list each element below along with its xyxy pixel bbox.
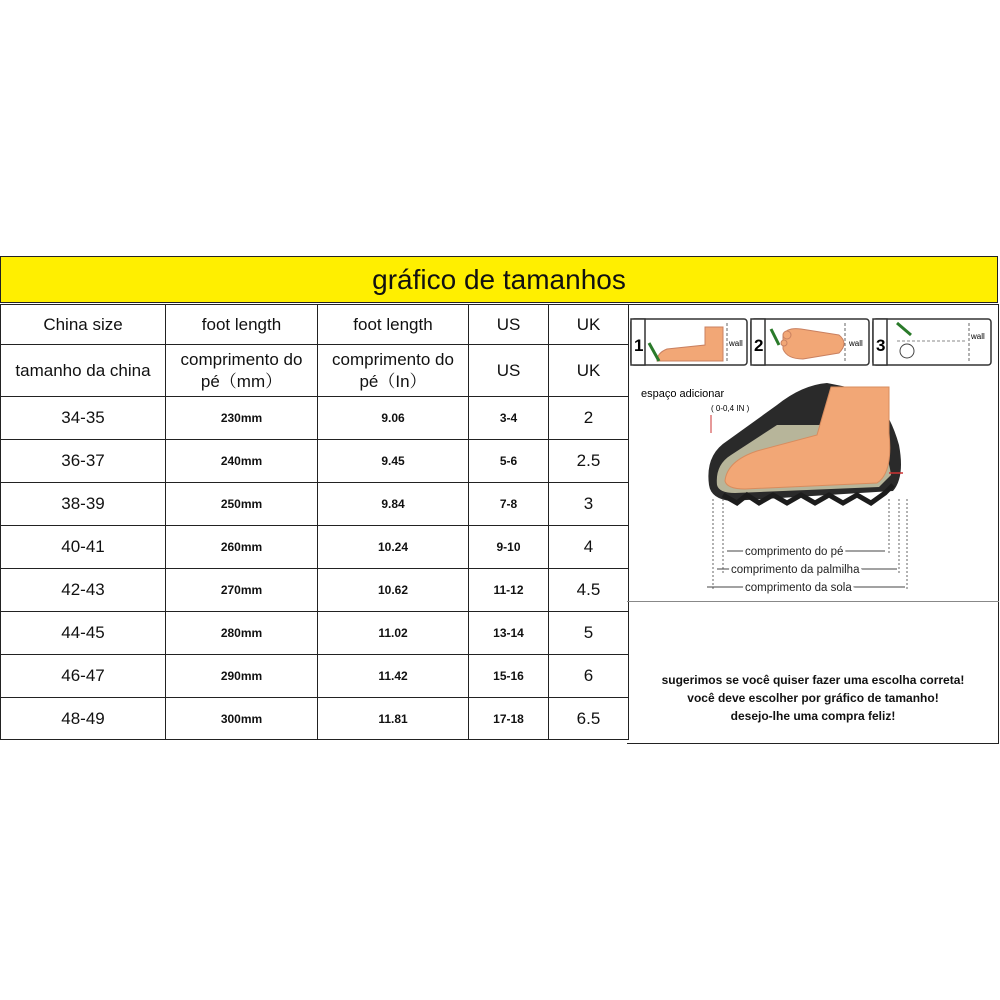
china-size-cell: 38-39 <box>1 483 166 526</box>
uk-size-cell: 3 <box>549 483 629 526</box>
header-line: US <box>496 360 521 380</box>
table-row <box>1 698 629 740</box>
uk-size-cell: 6 <box>549 655 629 698</box>
insole-length-label: comprimento da palmilha <box>731 564 860 576</box>
size-table <box>0 304 629 740</box>
chart-title: gráfico de tamanhos <box>0 256 998 303</box>
china-size-cell: 46-47 <box>1 655 166 698</box>
china-size-cell: 44-45 <box>1 612 166 655</box>
foot-length-in-cell: 10.24 <box>318 526 469 569</box>
diagram-divider <box>627 601 999 602</box>
foot-length-in-cell: 9.06 <box>318 397 469 440</box>
foot-length-in-cell: 9.45 <box>318 440 469 483</box>
us-size-cell: 15-16 <box>469 655 549 698</box>
us-size-cell: 13-14 <box>469 612 549 655</box>
header-cell <box>318 345 469 397</box>
foot-measurement-diagram <box>627 305 999 605</box>
header-line: comprimento do <box>332 349 454 369</box>
us-size-cell: 17-18 <box>469 698 549 740</box>
advice-line: você deve escolher por gráfico de tamanho! <box>687 691 939 705</box>
foot-length-in-cell: 11.81 <box>318 698 469 740</box>
table-row <box>1 440 629 483</box>
measurement-lines <box>707 499 907 594</box>
foot-length-in-cell: 9.84 <box>318 483 469 526</box>
shoe-illustration <box>708 383 903 503</box>
header-line: pé（mm） <box>200 371 283 391</box>
us-size-cell: 11-12 <box>469 569 549 612</box>
china-size-cell: 42-43 <box>1 569 166 612</box>
china-size-cell: 34-35 <box>1 397 166 440</box>
foot-length-mm-cell: 290mm <box>166 655 318 698</box>
step-2-panel <box>751 319 869 365</box>
header-line: comprimento do <box>180 349 303 369</box>
sole-length-label: comprimento da sola <box>745 582 852 594</box>
table-row <box>1 655 629 698</box>
header-cell: US <box>469 305 549 345</box>
foot-length-in-cell: 11.02 <box>318 612 469 655</box>
foot-length-mm-cell: 240mm <box>166 440 318 483</box>
step-2-number: 2 <box>754 336 764 355</box>
foot-length-mm-cell: 230mm <box>166 397 318 440</box>
extra-space-label: espaço adicionar <box>641 388 725 400</box>
table-row <box>1 569 629 612</box>
size-chart <box>0 256 1000 744</box>
foot-length-mm-cell: 250mm <box>166 483 318 526</box>
us-size-cell: 7-8 <box>469 483 549 526</box>
uk-size-cell: 4 <box>549 526 629 569</box>
header-cell <box>469 345 549 397</box>
foot-length-in-cell: 10.62 <box>318 569 469 612</box>
wall-label: wall <box>849 339 863 348</box>
table-row <box>1 526 629 569</box>
foot-length-mm-cell: 280mm <box>166 612 318 655</box>
fitting-guide-panel <box>627 304 999 744</box>
china-size-cell: 48-49 <box>1 698 166 740</box>
header-row-english <box>1 305 629 345</box>
uk-size-cell: 6.5 <box>549 698 629 740</box>
foot-length-mm-cell: 270mm <box>166 569 318 612</box>
uk-size-cell: 2.5 <box>549 440 629 483</box>
header-row-portuguese <box>1 345 629 397</box>
step-3-panel <box>873 319 991 365</box>
header-line: UK <box>576 360 601 380</box>
step-3-number: 3 <box>876 336 886 355</box>
step-1-number: 1 <box>634 336 644 355</box>
us-size-cell: 3-4 <box>469 397 549 440</box>
foot-length-mm-cell: 260mm <box>166 526 318 569</box>
uk-size-cell: 4.5 <box>549 569 629 612</box>
header-cell <box>549 345 629 397</box>
header-cell: UK <box>549 305 629 345</box>
advice-line: desejo-lhe uma compra feliz! <box>730 709 896 723</box>
table-row <box>1 397 629 440</box>
us-size-cell: 5-6 <box>469 440 549 483</box>
us-size-cell: 9-10 <box>469 526 549 569</box>
wall-label: wall <box>971 332 985 341</box>
header-cell: foot length <box>318 305 469 345</box>
step-1-panel <box>631 319 747 365</box>
extra-space-value: ( 0-0,4 IN ) <box>711 404 750 413</box>
foot-length-in-cell: 11.42 <box>318 655 469 698</box>
china-size-cell: 36-37 <box>1 440 166 483</box>
table-row <box>1 612 629 655</box>
wall-label: wall <box>729 339 743 348</box>
advice-line: sugerimos se você quiser fazer uma escolha correta! <box>661 673 965 687</box>
header-cell: China size <box>1 305 166 345</box>
foot-length-mm-cell: 300mm <box>166 698 318 740</box>
header-cell: foot length <box>166 305 318 345</box>
header-line: tamanho da china <box>15 360 151 380</box>
header-cell <box>166 345 318 397</box>
advice-text <box>627 671 999 725</box>
header-line: pé（In） <box>359 371 427 391</box>
china-size-cell: 40-41 <box>1 526 166 569</box>
header-cell <box>1 345 166 397</box>
table-row <box>1 483 629 526</box>
uk-size-cell: 2 <box>549 397 629 440</box>
foot-length-label: comprimento do pé <box>745 546 844 558</box>
uk-size-cell: 5 <box>549 612 629 655</box>
